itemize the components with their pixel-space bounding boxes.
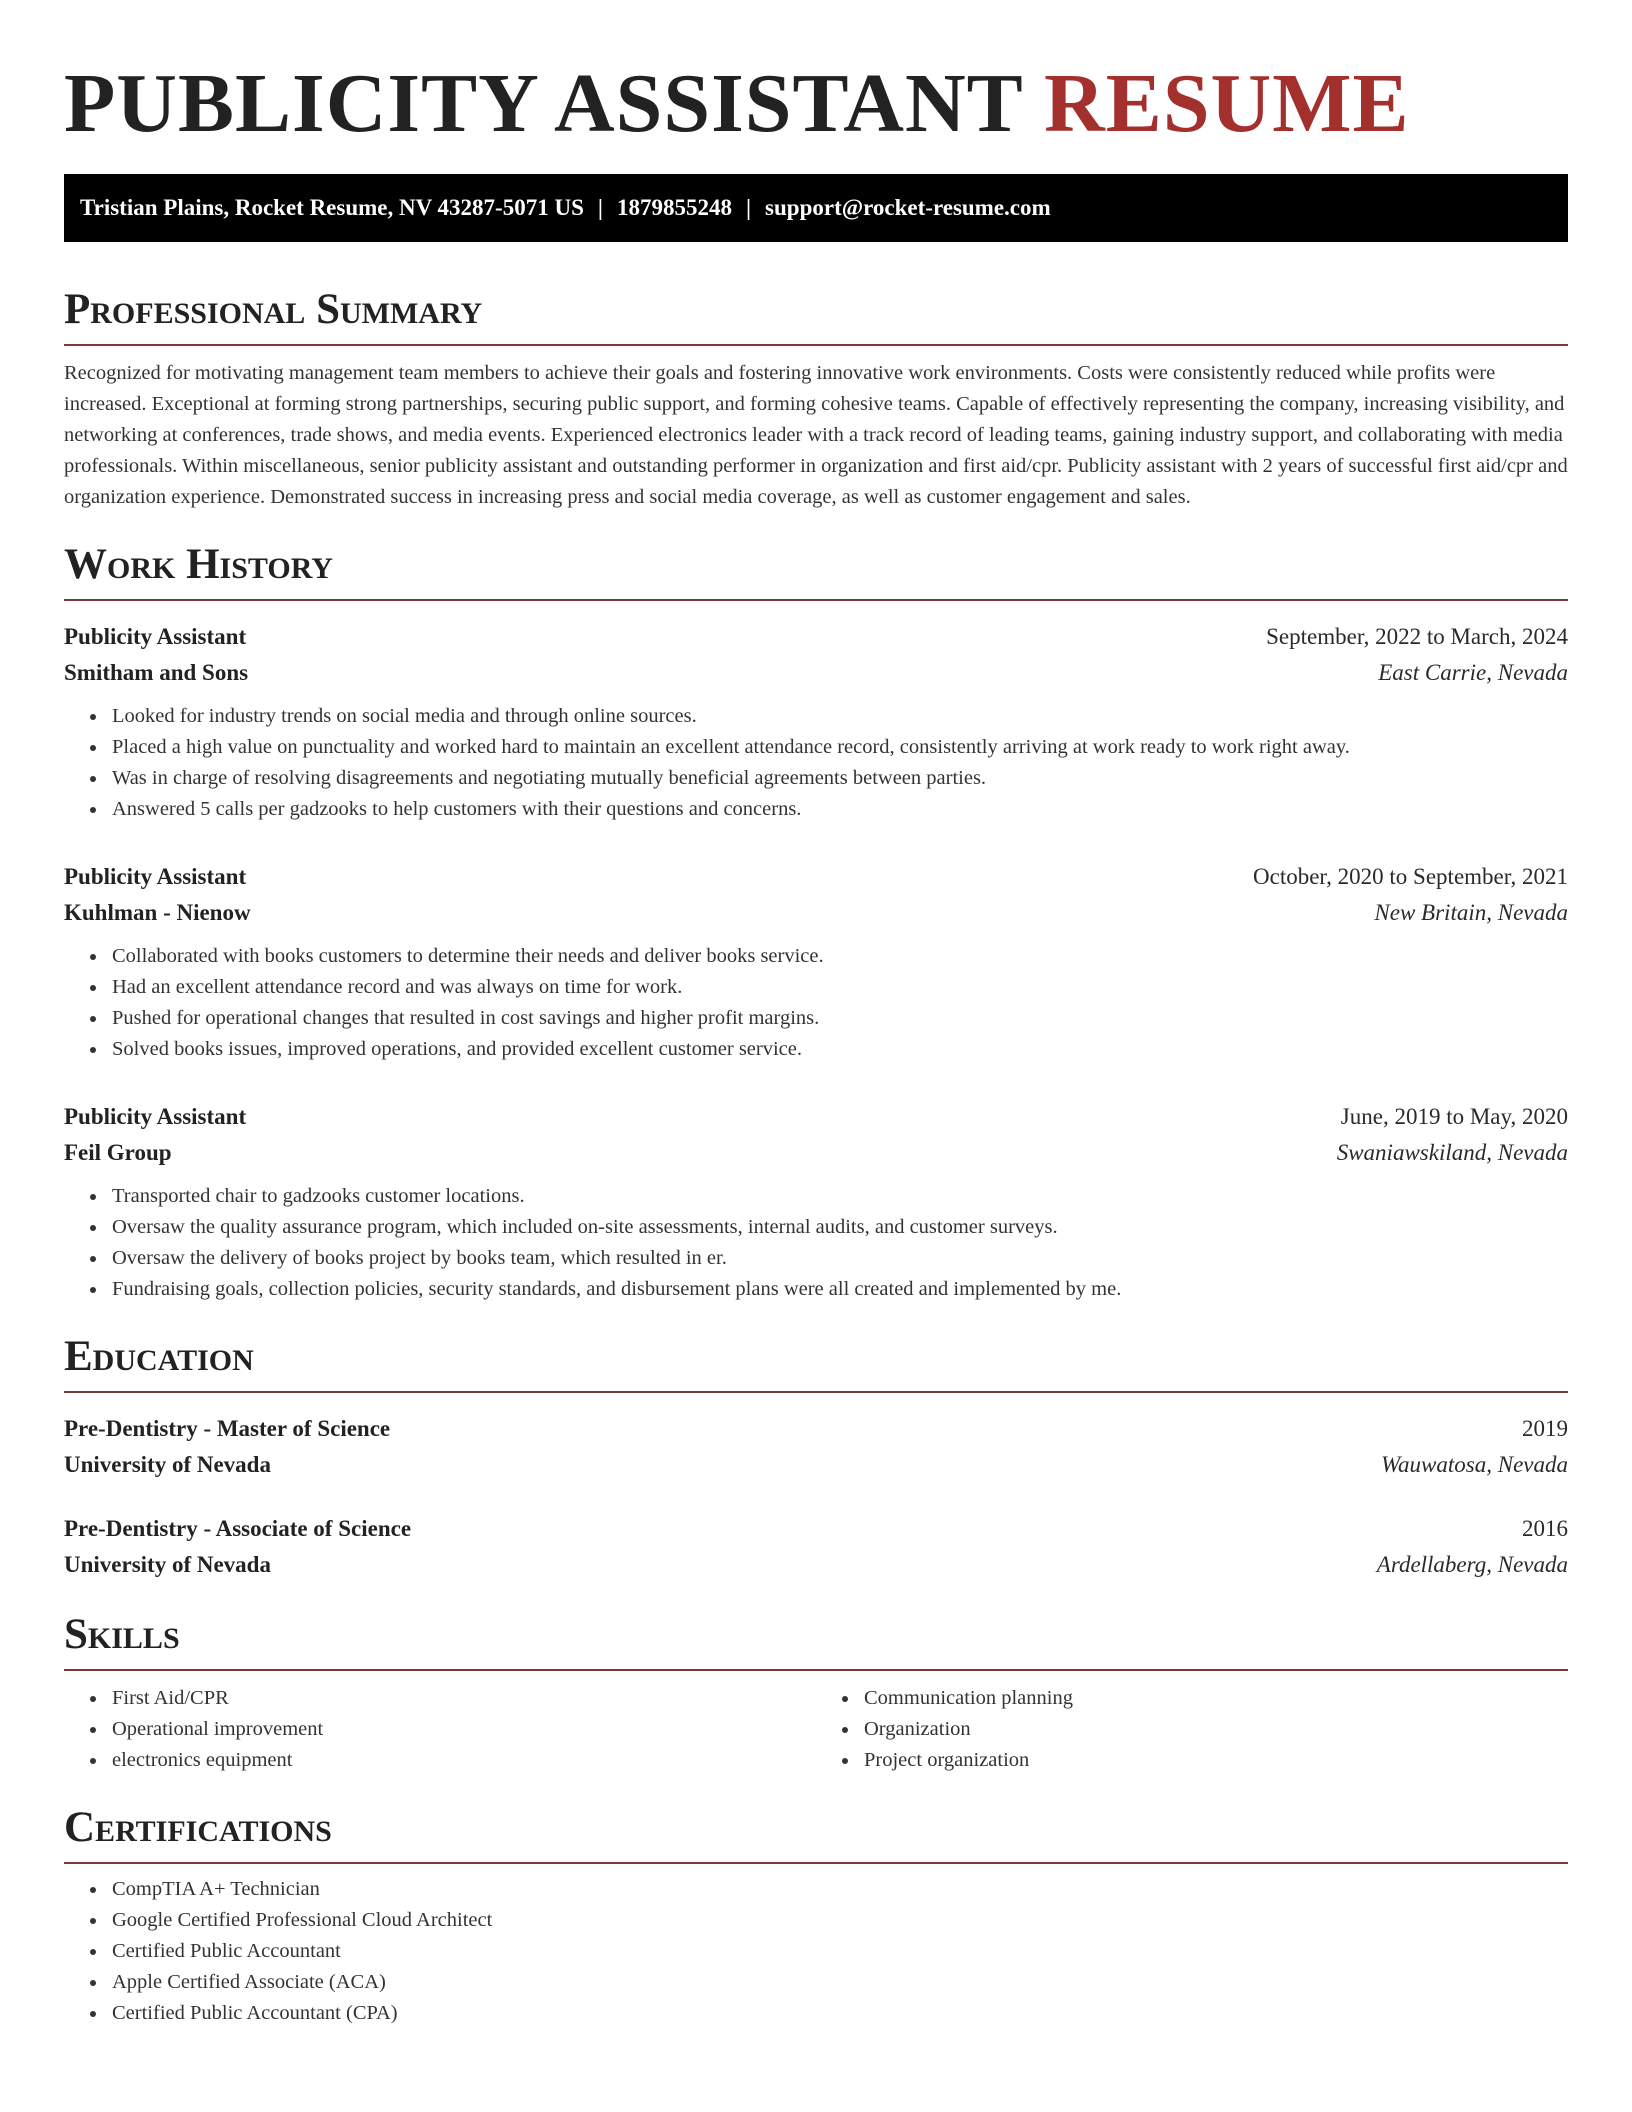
skills-list-left bbox=[64, 1683, 816, 1776]
section-heading-summary: Professional Summary bbox=[64, 284, 1568, 346]
skill-item: • Project organization bbox=[860, 1745, 1568, 1776]
job-location: Swaniawskiland, Nevada bbox=[1336, 1140, 1568, 1165]
skill-item: • Organization bbox=[860, 1714, 1568, 1745]
job-title: Publicity Assistant bbox=[64, 1104, 247, 1129]
title-main: PUBLICITY ASSISTANT bbox=[64, 57, 1023, 150]
certifications-list bbox=[64, 1874, 1568, 2029]
list-item: • Had an excellent attendance record and was always on time for work. bbox=[108, 972, 1568, 1003]
title-accent: RESUME bbox=[1044, 57, 1410, 150]
education-entry bbox=[64, 1411, 1568, 1483]
job-entry bbox=[64, 859, 1568, 1065]
job-location: New Britain, Nevada bbox=[1374, 900, 1568, 925]
contact-separator: | bbox=[597, 195, 603, 220]
education-degree: Pre-Dentistry - Master of Science bbox=[64, 1416, 391, 1441]
education-school: University of Nevada bbox=[64, 1452, 271, 1477]
summary-text: Recognized for motivating management team members to achieve their goals and fostering innovative work environments. Costs were consistently reduced while profits were increased. Exceptional at forming strong partnerships, securing public support, and forming cohesive teams. Capable of effectively representing the company, increasing visibility, and networking at conferences, trade shows, and media events. Experienced electronics leader with a track record of leading teams, gaining industry support, and collaborating with media professionals. Within miscellaneous, senior publicity assistant and outstanding performer in organization and first aid/cpr. Publicity assistant with 2 years of successful first aid/cpr and organization experience. Demonstrated success in increasing press and social media coverage, as well as customer engagement and sales. bbox=[64, 362, 1568, 508]
job-header-row bbox=[64, 1099, 1568, 1135]
job-bullets bbox=[64, 1181, 1568, 1305]
certification-item: • Apple Certified Associate (ACA) bbox=[108, 1967, 1568, 1998]
section-heading-certifications: Certifications bbox=[64, 1802, 1568, 1864]
certification-item: • Google Certified Professional Cloud Architect bbox=[108, 1905, 1568, 1936]
job-dates: September, 2022 to March, 2024 bbox=[1266, 624, 1568, 649]
contact-separator: | bbox=[745, 195, 752, 220]
job-title: Publicity Assistant bbox=[64, 624, 247, 649]
skill-item: • Communication planning bbox=[860, 1683, 1568, 1714]
list-item: • Was in charge of resolving disagreements and negotiating mutually beneficial agreements between parties. bbox=[108, 763, 1568, 794]
job-dates: June, 2019 to May, 2020 bbox=[1340, 1104, 1568, 1129]
skill-item: • electronics equipment bbox=[108, 1745, 816, 1776]
job-entry bbox=[64, 1099, 1568, 1305]
education-school-row bbox=[64, 1447, 1568, 1483]
certifications-section bbox=[64, 1802, 1568, 2029]
list-item: • Collaborated with books customers to determine their needs and deliver books service. bbox=[108, 941, 1568, 972]
education-school-row bbox=[64, 1547, 1568, 1583]
certification-item: • CompTIA A+ Technician bbox=[108, 1874, 1568, 1905]
job-entry bbox=[64, 619, 1568, 825]
contact-address: Tristian Plains, Rocket Resume, NV 43287-5071 US bbox=[80, 195, 584, 220]
job-company: Smitham and Sons bbox=[64, 660, 249, 685]
skill-item: • Operational improvement bbox=[108, 1714, 816, 1745]
education-entry bbox=[64, 1511, 1568, 1583]
list-item: • Fundraising goals, collection policies, security standards, and disbursement plans were all created and implemented by me. bbox=[108, 1274, 1568, 1305]
job-dates: October, 2020 to September, 2021 bbox=[1253, 864, 1568, 889]
education-school: University of Nevada bbox=[64, 1552, 271, 1577]
skills-list-right bbox=[816, 1683, 1568, 1776]
education-location: Wauwatosa, Nevada bbox=[1381, 1452, 1568, 1477]
job-header-row bbox=[64, 859, 1568, 895]
education-location: Ardellaberg, Nevada bbox=[1376, 1552, 1568, 1577]
job-bullets bbox=[64, 941, 1568, 1065]
job-location: East Carrie, Nevada bbox=[1378, 660, 1568, 685]
section-heading-skills: Skills bbox=[64, 1609, 1568, 1671]
job-bullets bbox=[64, 701, 1568, 825]
certification-item: • Certified Public Accountant (CPA) bbox=[108, 1998, 1568, 2029]
list-item: • Transported chair to gadzooks customer locations. bbox=[108, 1181, 1568, 1212]
contact-bar bbox=[64, 174, 1568, 242]
education-year: 2019 bbox=[1522, 1416, 1568, 1441]
list-item: • Looked for industry trends on social media and through online sources. bbox=[108, 701, 1568, 732]
list-item: • Oversaw the quality assurance program, which included on-site assessments, internal audits, and customer surveys. bbox=[108, 1212, 1568, 1243]
section-heading-work-history: Work History bbox=[64, 539, 1568, 601]
list-item: • Solved books issues, improved operations, and provided excellent customer service. bbox=[108, 1034, 1568, 1065]
certification-item: • Certified Public Accountant bbox=[108, 1936, 1568, 1967]
job-company: Kuhlman - Nienow bbox=[64, 900, 251, 925]
job-company-row bbox=[64, 1135, 1568, 1171]
education-header-row bbox=[64, 1511, 1568, 1547]
section-heading-education: Education bbox=[64, 1331, 1568, 1393]
skills-section bbox=[64, 1609, 1568, 1776]
skill-item: • First Aid/CPR bbox=[108, 1683, 816, 1714]
job-company-row bbox=[64, 895, 1568, 931]
list-item: • Pushed for operational changes that resulted in cost savings and higher profit margins. bbox=[108, 1003, 1568, 1034]
education-degree: Pre-Dentistry - Associate of Science bbox=[64, 1516, 412, 1541]
education-section bbox=[64, 1331, 1568, 1583]
job-company: Feil Group bbox=[64, 1140, 172, 1165]
list-item: • Answered 5 calls per gadzooks to help customers with their questions and concerns. bbox=[108, 794, 1568, 825]
list-item: • Placed a high value on punctuality and worked hard to maintain an excellent attendance record, consistently arriving at work ready to work right away. bbox=[108, 732, 1568, 763]
job-title: Publicity Assistant bbox=[64, 864, 247, 889]
resume-title bbox=[64, 0, 1568, 150]
education-header-row bbox=[64, 1411, 1568, 1447]
job-company-row bbox=[64, 655, 1568, 691]
list-item: • Oversaw the delivery of books project by books team, which resulted in er. bbox=[108, 1243, 1568, 1274]
work-history-section bbox=[64, 539, 1568, 1305]
job-header-row bbox=[64, 619, 1568, 655]
education-year: 2016 bbox=[1522, 1516, 1568, 1541]
contact-phone: 1879855248 bbox=[616, 195, 732, 220]
contact-email: support@rocket-resume.com bbox=[765, 195, 1051, 220]
skills-columns bbox=[64, 1683, 1568, 1776]
summary-section bbox=[64, 284, 1568, 513]
